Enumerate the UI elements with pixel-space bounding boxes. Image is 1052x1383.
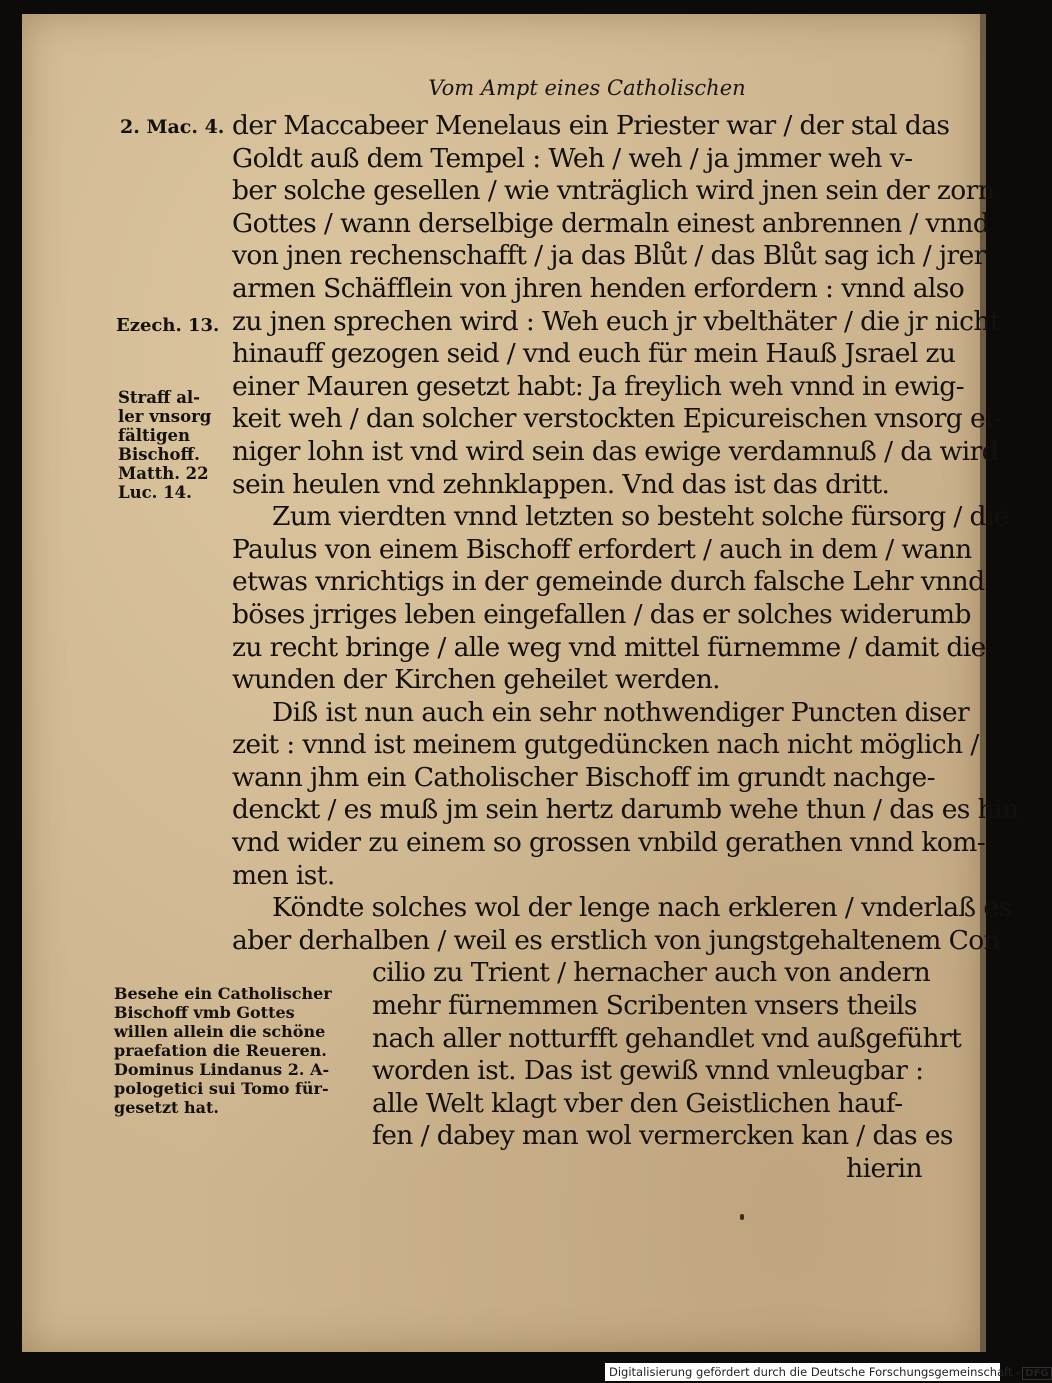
text-line: böses jrriges leben eingefallen / das er solches widerumb (232, 598, 971, 630)
text-line: Paulus von einem Bischoff erfordert / auch in dem / wann (232, 533, 972, 565)
text-line: men ist. (232, 859, 335, 891)
marginal-line: Besehe ein Catholischer (114, 984, 332, 1003)
marginal-line: Luc. 14. (118, 483, 192, 502)
text-line: Goldt auß dem Tempel : Weh / weh / ja jmmer weh v- (232, 142, 913, 174)
text-line: vnd wider zu einem so grossen vnbild gerathen vnnd kom- (232, 827, 986, 859)
text-line: Köndte solches wol der lenge nach erkleren / vnderlaß es (272, 892, 1012, 924)
marginal-note-maccabees (120, 118, 224, 137)
text-line: alle Welt klagt vber den Geistlichen hauf- (372, 1087, 903, 1119)
marginal-line: Straff al- (118, 388, 201, 407)
text-line: wunden der Kirchen geheilet werden. (232, 664, 720, 696)
marginal-note-punishment (118, 389, 211, 503)
digitization-credit (605, 1363, 1049, 1381)
text-line: worden ist. Das ist gewiß vnnd vnleugbar : (372, 1055, 924, 1087)
marginal-line: praefation die Reueren. (114, 1041, 327, 1060)
marginal-note-lindanus (114, 982, 332, 1115)
text-line: zu recht bringe / alle weg vnd mittel fürnemme / damit die (232, 631, 986, 663)
text-line: cilio zu Trient / hernacher auch von andern (372, 957, 931, 989)
marginal-line: willen allein die schöne (114, 1022, 326, 1041)
marginal-line: pologetici sui Tomo für- (114, 1079, 329, 1098)
marginal-line: ler vnsorg (118, 407, 212, 426)
text-line: Diß ist nun auch ein sehr nothwendiger Puncten diser (272, 696, 970, 728)
marginal-line: gesetzt hat. (114, 1098, 219, 1117)
text-line: fen / dabey man wol vermercken kan / das es (372, 1120, 953, 1152)
credit-text: Digitalisierung gefördert durch die Deutsche Forschungsgemeinschaft - (609, 1365, 1021, 1379)
text-line: zu jnen sprechen wird : Weh euch jr vbelthäter / die jr nicht (232, 305, 1000, 337)
text-line: aber derhalben / weil es erstlich von jungstgehaltenem Con (232, 924, 1001, 956)
text-line: mehr fürnemmen Scribenten vnsers theils (372, 990, 917, 1022)
marginal-line: fältigen (118, 426, 190, 445)
text-line: armen Schäfflein von jhren henden erfordern : vnnd also (232, 272, 965, 304)
marginal-note-ezechiel (116, 316, 219, 335)
marginal-line: Dominus Lindanus 2. A- (114, 1060, 330, 1079)
dfg-logo: DFG (1022, 1367, 1051, 1380)
text-line: ber solche gesellen / wie vnträglich wird jnen sein der zorn (232, 175, 995, 207)
text-line: Zum vierdten vnnd letzten so besteht solche fürsorg / die (272, 501, 1009, 533)
text-line: hierin (846, 1153, 922, 1184)
marginal-line: Ezech. 13. (116, 315, 220, 336)
text-line: keit weh / dan solcher verstockten Epicureischen vnsorg ei- (232, 403, 1002, 435)
marginal-line: 2. Mac. 4. (120, 116, 225, 138)
marginal-line: Bischoff. (118, 445, 200, 464)
text-line: der Maccabeer Menelaus ein Priester war / der stal das (232, 110, 950, 141)
text-line: von jnen rechenschafft / ja das Blůt / das Blůt sag ich / jrer (232, 240, 986, 272)
text-line: wann jhm ein Catholischer Bischoff im grundt nachge- (232, 761, 935, 793)
running-header: Vom Ampt eines Catholischen (428, 76, 746, 100)
text-line: denckt / es muß jm sein hertz darumb wehe thun / das es hin (232, 794, 1019, 826)
text-line: zeit : vnnd ist meinem gutgedüncken nach nicht möglich / (232, 729, 979, 761)
text-line: einer Mauren gesetzt habt: Ja freylich weh vnnd in ewig- (232, 370, 965, 402)
marginal-line: Bischoff vmb Gottes (114, 1003, 295, 1022)
paper-spot (740, 1214, 744, 1220)
text-line: sein heulen vnd zehnklappen. Vnd das ist das dritt. (232, 468, 890, 500)
main-text-block (232, 110, 1019, 1186)
text-line: Gottes / wann derselbige dermaln einest anbrennen / vnnd (232, 207, 990, 239)
text-line: etwas vnrichtigs in der gemeinde durch falsche Lehr vnnd (232, 566, 985, 598)
text-line: nach aller notturfft gehandlet vnd außgeführt (372, 1022, 962, 1054)
marginal-line: Matth. 22 (118, 464, 209, 483)
text-line: hinauff gezogen seid / vnd euch für mein Hauß Jsrael zu (232, 338, 956, 370)
text-line: niger lohn ist vnd wird sein das ewige verdamnuß / da wird (232, 435, 998, 467)
book-page (22, 14, 1019, 1352)
